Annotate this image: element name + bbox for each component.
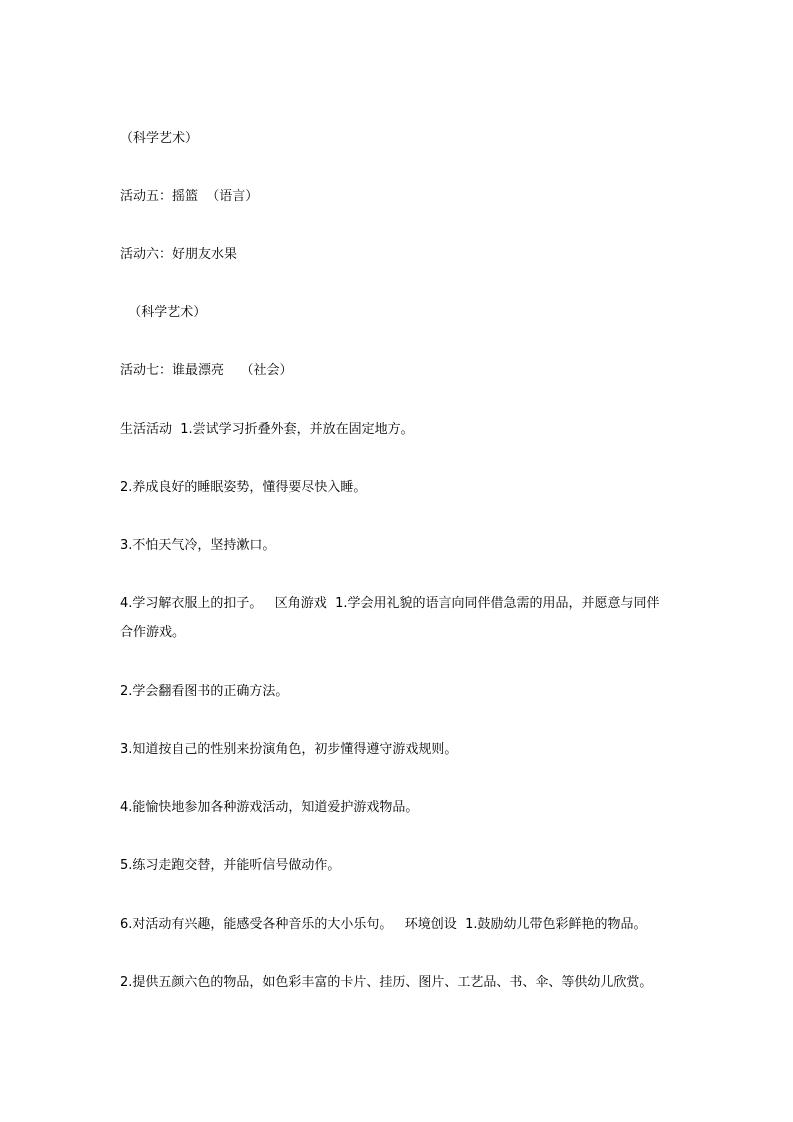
- text-line: 2.学会翻看图书的正确方法。: [120, 684, 289, 699]
- text-line: 4.能愉快地参加各种游戏活动，知道爱护游戏物品。: [120, 800, 419, 815]
- text-line: 2.提供五颜六色的物品，如色彩丰富的卡片、挂历、图片、工艺品、书、伞、等供幼儿欣赏。: [120, 975, 653, 990]
- text-line: （科学艺术）: [120, 305, 207, 320]
- text-line: 3.知道按自己的性别来扮演角色，初步懂得遵守游戏规则。: [120, 742, 458, 757]
- text-line: 合作游戏。: [120, 625, 186, 640]
- text-line: 活动七：谁最漂亮 （社会）: [120, 363, 293, 378]
- text-line: 活动五：摇篮 （语言）: [120, 189, 259, 204]
- text-line: 4.学习解衣服上的扣子。 区角游戏 1.学会用礼貌的语言向同伴借急需的用品，并愿意与同伴: [120, 596, 660, 611]
- text-line: 6.对活动有兴趣，能感受各种音乐的大小乐句。 环境创设 1.鼓励幼儿带色彩鲜艳的物品。: [120, 917, 647, 932]
- text-line: 生活活动 1.尝试学习折叠外套，并放在固定地方。: [120, 422, 414, 437]
- text-line: （科学艺术）: [120, 131, 199, 146]
- text-line: 5.练习走跑交替，并能听信号做动作。: [120, 858, 341, 873]
- text-line: 3.不怕天气冷，坚持漱口。: [120, 538, 276, 553]
- text-line: 活动六：好朋友水果: [120, 247, 238, 262]
- text-line: 2.养成良好的睡眠姿势，懂得要尽快入睡。: [120, 480, 367, 495]
